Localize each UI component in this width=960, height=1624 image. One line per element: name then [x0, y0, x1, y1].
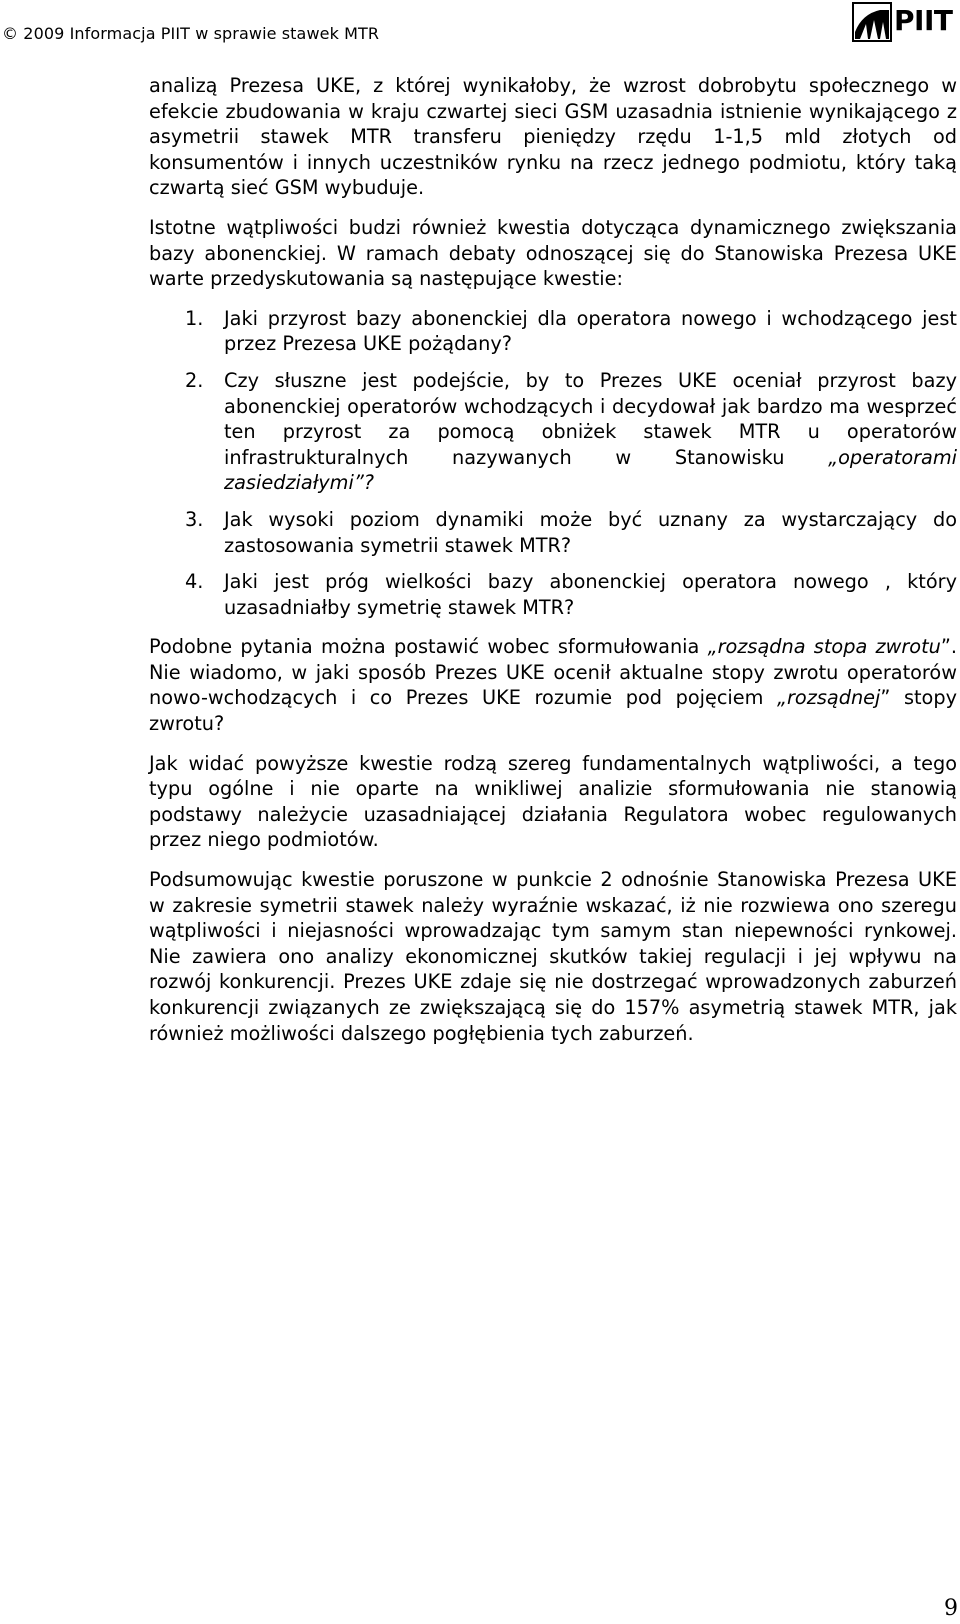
list-number: 3. [185, 507, 204, 531]
list-text: Jaki przyrost bazy abonenckiej dla operatora nowego i wchodzącego jest przez Prezesa UKE pożądany? [224, 306, 957, 356]
paragraph-part: Podobne pytania można postawić wobec sformułowania [149, 635, 708, 659]
piit-logo [852, 2, 952, 42]
list-number: 2. [185, 368, 204, 392]
list-text-italic: „operatorami zasiedziałymi”? [224, 445, 957, 495]
page-number: 9 [944, 1596, 958, 1621]
paragraph: Istotne wątpliwości budzi również kwestia dotycząca dynamicznego zwiększania bazy abonenckiej. W ramach debaty odnoszącej się do Stanowiska Prezesa UKE warte przedyskutowania są następujące kwestie: [149, 215, 957, 291]
logo-text: PIIT [894, 4, 953, 37]
list-number: 1. [185, 306, 204, 330]
logo-mark-icon [852, 2, 892, 42]
paragraph-italic: „rozsądna stopa zwrotu [707, 635, 941, 659]
list-text [224, 368, 957, 496]
document-body [149, 73, 957, 1060]
list-item [149, 306, 957, 357]
list-text-part: Czy słuszne jest podejście, by to Prezes UKE oceniał przyrost bazy abonenckiej operatorów wchodzących i decydował jak bardzo ma wesprzeć ten przyrost za pomocą obniżek stawek MTR u operatorów infrastrukturalnych nazywanych w Stanowisku [224, 368, 957, 469]
page-header [0, 0, 960, 66]
paragraph-italic: „rozsądnej [777, 686, 881, 710]
paragraph: analizą Prezesa UKE, z której wynikałoby, że wzrost dobrobytu społecznego w efekcie zbudowania w kraju czwartej sieci GSM uzasadnia istnienie wynikającego z asymetrii stawek MTR transferu pieniędzy rzędu 1-1,5 mld złotych od konsumentów i innych uczestników rynku na rzecz jednego podmiotu, który taką czwartą sieć GSM wybuduje. [149, 74, 957, 200]
list-number: 4. [185, 570, 204, 594]
question-list [149, 306, 957, 621]
list-text: Jaki jest próg wielkości bazy abonenckiej operatora nowego , który uzasadniałby symetrię stawek MTR? [224, 570, 957, 619]
list-text: Jak wysoki poziom dynamiki może być uznany za wystarczający do zastosowania symetrii stawek MTR? [224, 507, 957, 557]
paragraph: Podsumowując kwestie poruszone w punkcie 2 odnośnie Stanowiska Prezesa UKE w zakresie symetrii stawek należy wyraźnie wskazać, iż nie rozwiewa ono szeregu wątpliwości i niejasności wprowadzając tym samym stan niepewności rynkowej. Nie zawiera ono analizy ekonomicznej skutków takiej regulacji i jej wpływu na rozwój konkurencji. Prezes UKE zdaje się nie dostrzegać wprowadzonych zaburzeń konkurencji związanych ze zwiększającą się do 157% asymetrią stawek MTR, jak również możliwości dalszego pogłębienia tych zaburzeń. [149, 868, 957, 1045]
paragraph: Jak widać powyższe kwestie rodzą szereg fundamentalnych wątpliwości, a tego typu ogólne i nie oparte na wnikliwej analizie sformułowania nie stanowią podstawy należycie uzasadniającej działania Regulatora wobec regulowanych przez niego podmiotów. [149, 751, 957, 852]
paragraph-part: ” stopy zwrotu? [149, 686, 958, 736]
paragraph-part: ”. Nie wiadomo, w jaki sposób Prezes UKE ocenił aktualne stopy zwrotu operatorów nowo-wchodzących i co Prezes UKE rozumie pod pojęciem [149, 635, 958, 710]
list-item [149, 368, 957, 496]
list-item [149, 569, 957, 620]
paragraph [149, 634, 957, 736]
document-title: © 2009 Informacja PIIT w sprawie stawek MTR [2, 24, 380, 43]
list-item [149, 507, 957, 558]
